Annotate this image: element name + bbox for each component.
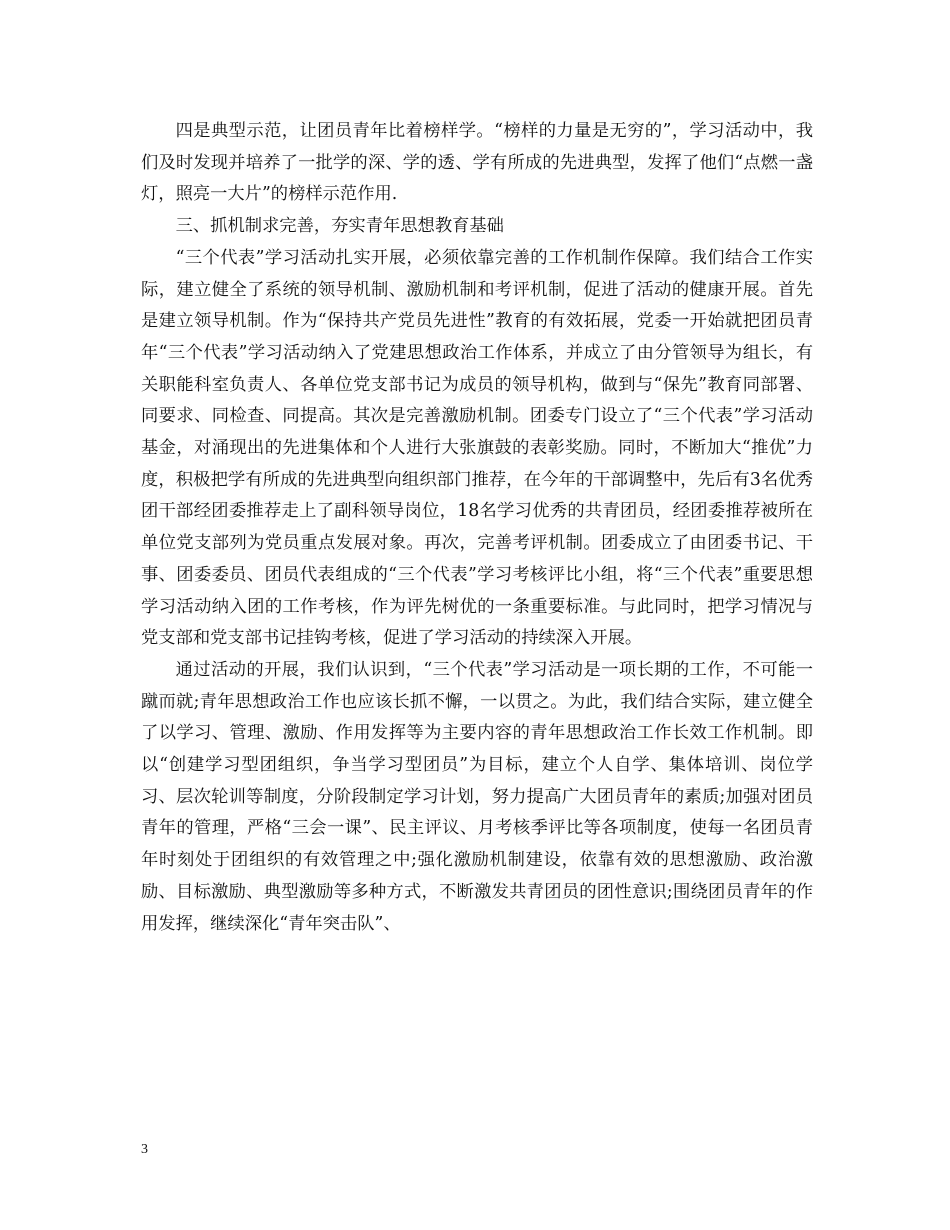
paragraph-long-term-mechanism: 通过活动的开展，我们认识到，“三个代表”学习活动是一项长期的工作，不可能一蹴而就;青年思想政治工作也应该长抓不懈，一以贯之。为此，我们结合实际，建立健全了以学习、管理、激励、作用发挥等为主要内容的青年思想政治工作长效工作机制。即以“创建学习型团组织，争当学习型团员”为目标，建立个人自学、集体培训、岗位学习、层次轮训等制度，分阶段制定学习计划，努力提高广大团员青年的素质;加强对团员青年的管理，严格“三会一课”、民主评议、月考核季评比等各项制度，使每一名团员青年时刻处于团组织的有效管理之中;强化激励机制建设，依靠有效的思想激励、政治激励、目标激励、典型激励等多种方式，不断激发共青团员的团性意识;围绕团员青年的作用发挥，继续深化“青年突击队”、 [141,659,813,934]
document-body [141,116,813,940]
paragraph-typical-demonstration: 四是典型示范，让团员青年比着榜样学。“榜样的力量是无穷的”，学习活动中，我们及时发现并培养了一批学的深、学的透、学有所成的先进典型，发挥了他们“点燃一盏灯，照亮一大片”的榜样示范作用. [141,121,813,205]
paragraph-mechanism-guarantee: “三个代表”学习活动扎实开展，必须依靠完善的工作机制作保障。我们结合工作实际，建立健全了系统的领导机制、激励机制和考评机制，促进了活动的健康开展。首先是建立领导机制。作为“保持共产党员先进性”教育的有效拓展，党委一开始就把团员青年“三个代表”学习活动纳入了党建思想政治工作体系，并成立了由分管领导为组长，有关职能科室负责人、各单位党支部书记为成员的领导机构，做到与“保先”教育同部署、同要求、同检查、同提高。其次是完善激励机制。团委专门设立了“三个代表”学习活动基金，对涌现出的先进集体和个人进行大张旗鼓的表彰奖励。同时，不断加大“推优”力度，积极把学有所成的先进典型向组织部门推荐，在今年的干部调整中，先后有3名优秀团干部经团委推荐走上了副科领导岗位，18名学习优秀的共青团员，经团委推荐被所在单位党支部列为党员重点发展对象。再次，完善考评机制。团委成立了由团委书记、干事、团委委员、团员代表组成的“三个代表”学习考核评比小组，将“三个代表”重要思想学习活动纳入团的工作考核，作为评先树优的一条重要标准。与此同时，把学习情况与党支部和党支部书记挂钩考核，促进了学习活动的持续深入开展。 [141,247,813,649]
page-number: 3 [141,1142,148,1157]
section-heading-mechanism: 三、抓机制求完善，夯实青年思想教育基础 [175,216,504,237]
